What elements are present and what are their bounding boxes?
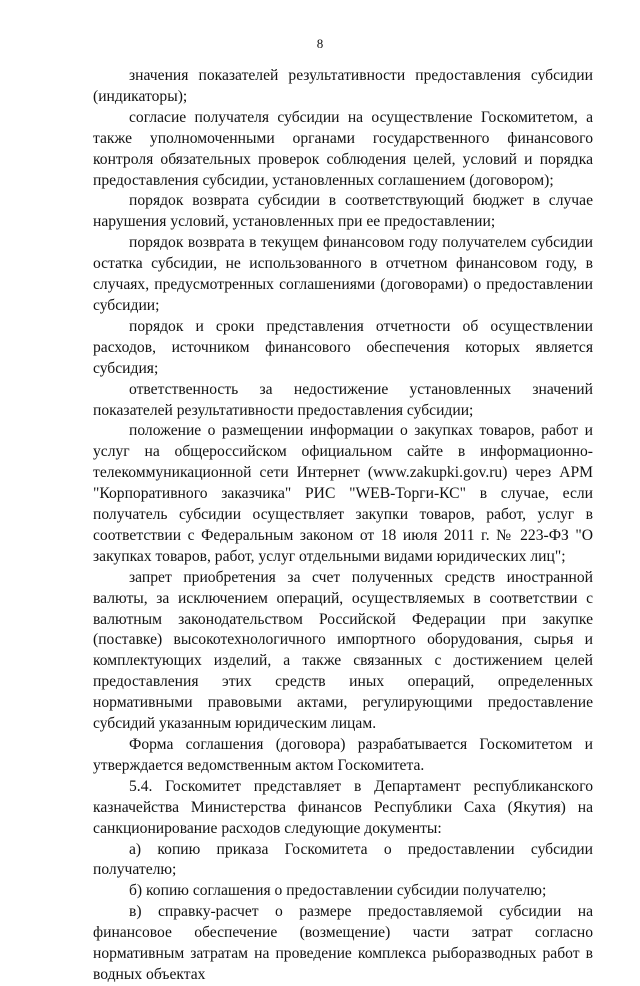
paragraph-currency-prohibition: запрет приобретения за счет полученных средств иностранной валюты, за исключением операций, осуществляемых в соответствии с валютным законодательством Российской Федерации при закупке (поставке) высокотехнологичного импортного оборудования, сырья и комплектующих изделий, а также связанных с достижением целей предоставления этих средств иных операций, определенных нормативными правовыми актами, регулирующими предоставление субсидий указанным юридическим лицам. xyxy=(93,568,593,733)
paragraph-return-procedure: порядок возврата субсидии в соответствующий бюджет в случае нарушения условий, установленных при ее предоставлении; xyxy=(93,192,593,231)
paragraph-agreement-form: Форма соглашения (договора) разрабатывается Госкомитетом и утверждается ведомственным актом Госкомитета. xyxy=(93,736,593,774)
paragraph-return-of-balance: порядок возврата в текущем финансовом году получателем субсидии остатка субсидии, не использованного в отчетном финансовом году, в случаях, предусмотренных соглашениями (договорами) о предоставлении субсидии; xyxy=(93,234,593,314)
paragraph-responsibility: ответственность за недостижение установленных значений показателей результативности предоставления субсидии; xyxy=(93,380,593,419)
list-item-a: а) копию приказа Госкомитета о предоставлении субсидии получателю; xyxy=(93,840,593,879)
list-item-b: б) копию соглашения о предоставлении субсидии получателю; xyxy=(129,882,547,900)
document-body xyxy=(93,66,593,986)
paragraph-section-5-4: 5.4. Госкомитет представляет в Департамент республиканского казначейства Министерства финансов Республики Саха (Якутия) на санкционирование расходов следующие документы: xyxy=(93,777,593,837)
list-item-v: в) справку-расчет о размере предоставляемой субсидии на финансовое обеспечение (возмещение) части затрат согласно нормативным затратам на проведение комплекса рыборазводных работ в водных объектах xyxy=(93,903,593,983)
paragraph-reporting-procedure: порядок и сроки представления отчетности об осуществлении расходов, источником финансового обеспечения которых является субсидия; xyxy=(93,317,593,377)
paragraph-procurement-info: положение о размещении информации о закупках товаров, работ и услуг на общероссийском официальном сайте в информационно-телекоммуникационной сети Интернет (www.zakupki.gov.ru) через АРМ "Корпоративного заказчика" РИС "WEB-Торги-КС" в случае, если получатель субсидии осуществляет закупки товаров, работ, услуг в соответствии с Федеральным законом от 18 июля 2011 г. № 223-ФЗ "О закупках товаров, работ, услуг отдельными видами юридических лиц"; xyxy=(93,422,593,565)
page-number: 8 xyxy=(316,36,324,51)
paragraph-indicators: значения показателей результативности предоставления субсидии (индикаторы); xyxy=(93,67,593,105)
paragraph-consent-to-inspections: согласие получателя субсидии на осуществление Госкомитетом, а также уполномоченными органами государственного финансового контроля обязательных проверок соблюдения целей, условий и порядка предоставления субсидии, установленных соглашением (договором); xyxy=(93,108,593,189)
